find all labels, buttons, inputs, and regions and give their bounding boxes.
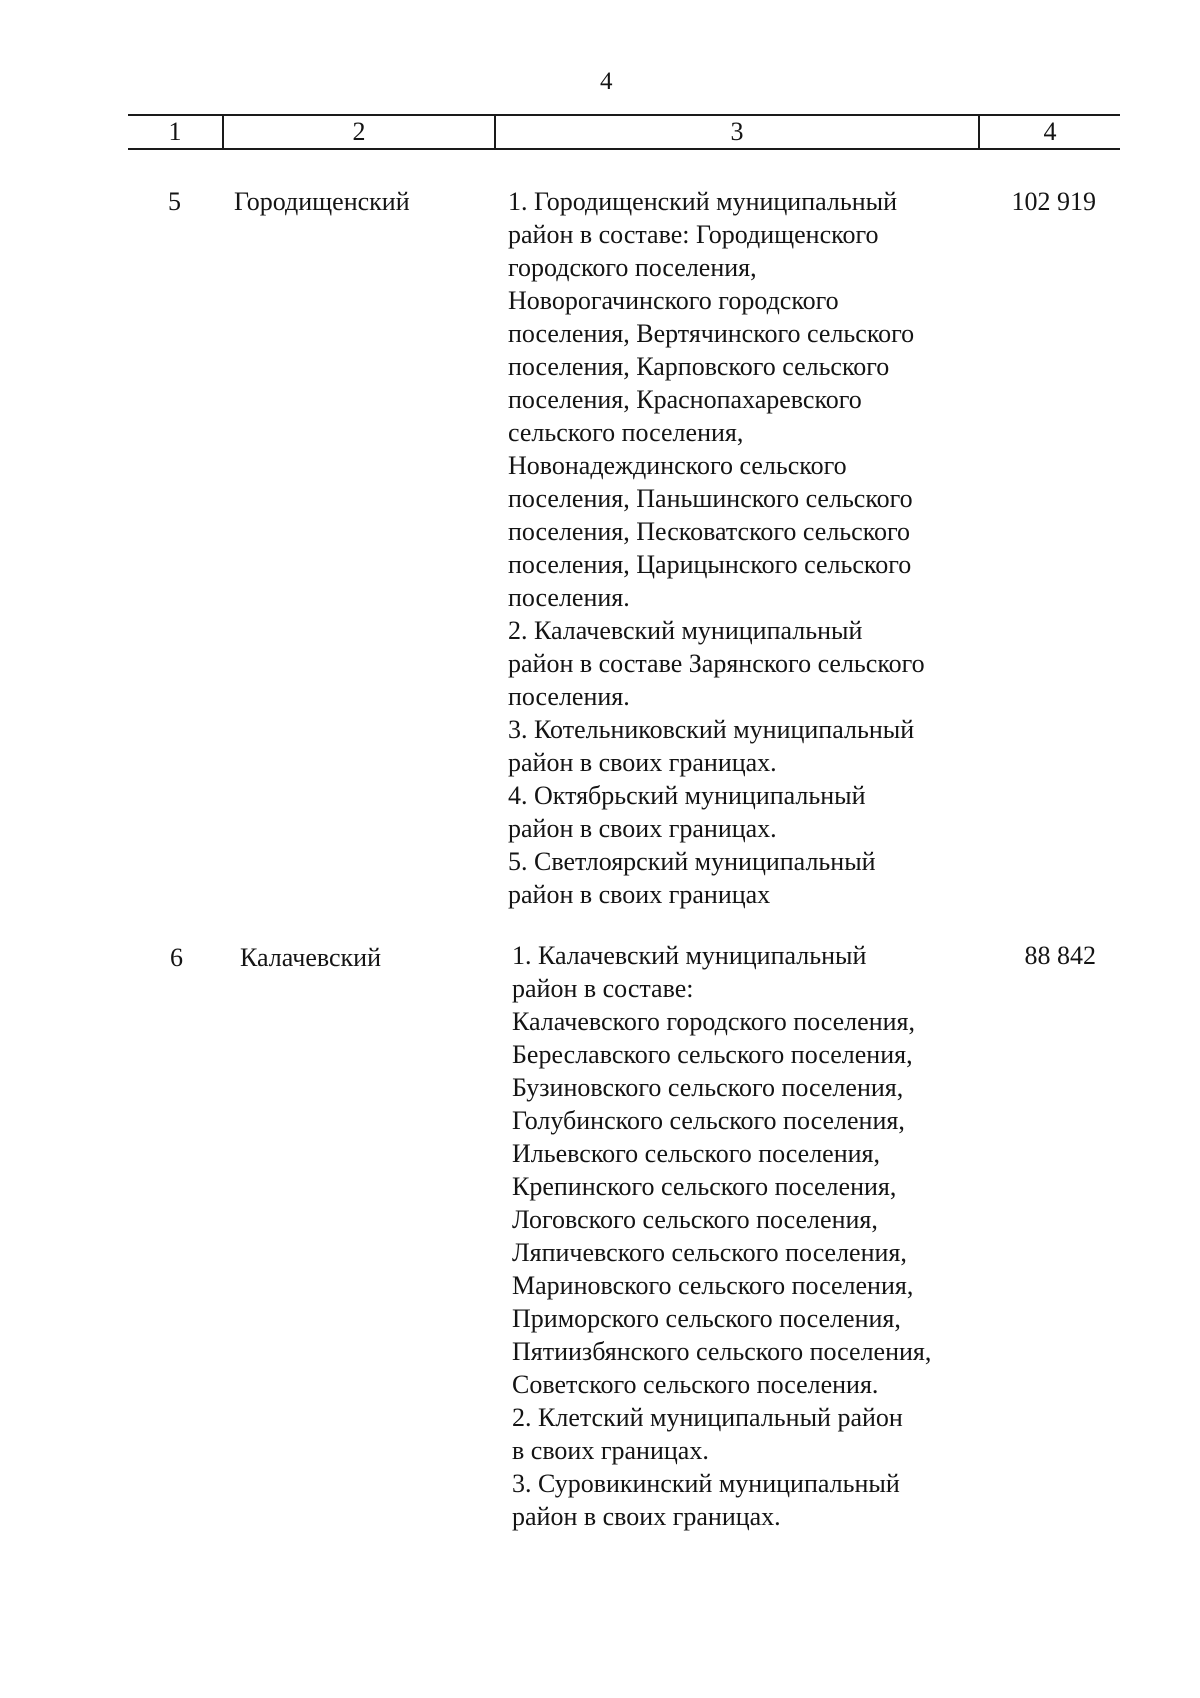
table-header-top-rule [128,114,1120,116]
page-number: 4 [600,68,613,95]
composition-line: городского поселения, [508,253,757,282]
table-header-bottom-rule [128,148,1120,150]
district-name: Городищенский [234,187,410,216]
composition-line: Голубинского сельского поселения, [512,1106,905,1135]
composition-line: поселения, Вертячинского сельского [508,319,915,348]
composition-line: поселения, Царицынского сельского [508,550,912,579]
column-header-2: 2 [352,117,366,146]
composition-line: район в своих границах. [512,1502,781,1531]
composition-line: 1. Калачевский муниципальный [512,941,867,970]
composition-line: 2. Клетский муниципальный район [512,1403,903,1432]
composition-line: Береславского сельского поселения, [512,1040,913,1069]
composition-line: 3. Суровикинский муниципальный [512,1469,900,1498]
composition-line: Мариновского сельского поселения, [512,1271,914,1300]
composition-line: Пятиизбянского сельского поселения, [512,1337,932,1366]
composition-line: 2. Калачевский муниципальный [508,616,863,645]
composition-line: Ляпичевского сельского поселения, [512,1238,907,1267]
composition-line: поселения. [508,682,630,711]
column-header-1: 1 [168,117,182,146]
composition-line: поселения, Карповского сельского [508,352,890,381]
composition-list [512,939,931,1533]
composition-line: 5. Светлоярский муниципальный [508,847,876,876]
composition-list [508,185,925,911]
composition-line: в своих границах. [512,1436,709,1465]
composition-line: поселения. [508,583,630,612]
composition-line: район в составе: [512,974,694,1003]
composition-line: 4. Октябрьский муниципальный [508,781,866,810]
composition-line: район в составе Зарянского сельского [508,649,925,678]
composition-line: Ильевского сельского поселения, [512,1139,880,1168]
composition-line: Бузиновского сельского поселения, [512,1073,904,1102]
row-number: 5 [168,187,181,216]
composition-line: район в составе: Городищенского [508,220,879,249]
composition-line: Советского сельского поселения. [512,1370,879,1399]
composition-line: 1. Городищенский муниципальный [508,187,898,216]
composition-line: район в своих границах. [508,748,777,777]
composition-line: Новонадеждинского сельского [508,451,847,480]
composition-line: район в своих границах. [508,814,777,843]
composition-line: Приморского сельского поселения, [512,1304,901,1333]
composition-line: сельского поселения, [508,418,744,447]
composition-line: Крепинского сельского поселения, [512,1172,897,1201]
composition-line: поселения, Краснопахаревского [508,385,862,414]
column-header-4: 4 [1043,117,1057,146]
district-name: Калачевский [240,943,381,972]
composition-line: Логовского сельского поселения, [512,1205,878,1234]
composition-line: Калачевского городского поселения, [512,1007,915,1036]
column-header-3: 3 [730,117,744,146]
population-value: 102 919 [1011,187,1096,216]
composition-line: 3. Котельниковский муниципальный [508,715,915,744]
composition-line: Новорогачинского городского [508,286,839,315]
composition-line: поселения, Песковатского сельского [508,517,911,546]
composition-line: район в своих границах [508,880,771,909]
row-number: 6 [170,943,183,972]
composition-line: поселения, Паньшинского сельского [508,484,913,513]
population-value: 88 842 [1024,941,1096,970]
